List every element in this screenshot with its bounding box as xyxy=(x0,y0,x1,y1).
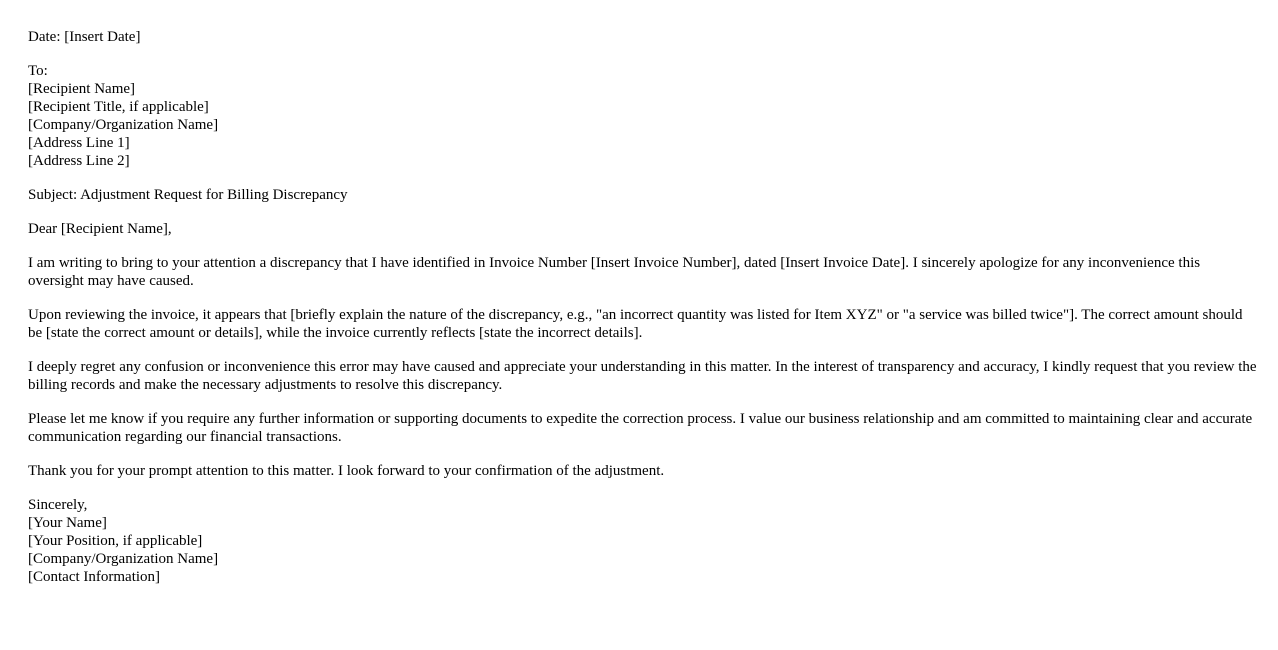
date-text: Date: [Insert Date] xyxy=(28,29,141,45)
body-paragraph-1-text: I am writing to bring to your attention a discrepancy that I have identified in Invoice Number [Insert Invoice Number], dated [Insert Invoice Date]. I sincerely apologize for any inconvenience this oversight may have caused. xyxy=(28,255,1201,289)
recipient-title: [Recipient Title, if applicable] xyxy=(28,99,209,115)
recipient-name: [Recipient Name] xyxy=(28,81,136,97)
salutation-text: Dear [Recipient Name], xyxy=(28,221,172,237)
recipient-address-line-2: [Address Line 2] xyxy=(28,153,130,169)
salutation xyxy=(28,220,1258,238)
body-paragraph-1 xyxy=(28,254,1258,290)
body-paragraph-5-text: Thank you for your prompt attention to this matter. I look forward to your confirmation of the adjustment. xyxy=(28,463,665,479)
sender-contact-information: [Contact Information] xyxy=(28,569,161,585)
body-paragraph-5 xyxy=(28,462,1258,480)
body-paragraph-4 xyxy=(28,410,1258,446)
valediction: Sincerely, xyxy=(28,497,88,513)
sender-name: [Your Name] xyxy=(28,515,107,531)
body-paragraph-4-text: Please let me know if you require any further information or supporting documents to expedite the correction process. I value our business relationship and am committed to maintaining clear and accurate communication regarding our financial transactions. xyxy=(28,411,1253,445)
subject-line xyxy=(28,186,1258,204)
to-label: To: xyxy=(28,63,48,79)
sender-position: [Your Position, if applicable] xyxy=(28,533,203,549)
closing-block xyxy=(28,496,1258,586)
body-paragraph-2 xyxy=(28,306,1258,342)
recipient-block xyxy=(28,62,1258,170)
recipient-address-line-1: [Address Line 1] xyxy=(28,135,130,151)
body-paragraph-3 xyxy=(28,358,1258,394)
sender-company: [Company/Organization Name] xyxy=(28,551,219,567)
letter-document xyxy=(28,28,1258,602)
recipient-company: [Company/Organization Name] xyxy=(28,117,219,133)
body-paragraph-3-text: I deeply regret any confusion or inconvenience this error may have caused and appreciate your understanding in this matter. In the interest of transparency and accuracy, I kindly request that you review the billing records and make the necessary adjustments to resolve this discrepancy. xyxy=(28,359,1257,393)
body-paragraph-2-text: Upon reviewing the invoice, it appears that [briefly explain the nature of the discrepancy, e.g., "an incorrect quantity was listed for Item XYZ" or "a service was billed twice"]. The correct amount should be [state the correct amount or details], while the invoice currently reflects [state the incorrect details]. xyxy=(28,307,1243,341)
date-line xyxy=(28,28,1258,46)
subject-text: Subject: Adjustment Request for Billing Discrepancy xyxy=(28,187,348,203)
